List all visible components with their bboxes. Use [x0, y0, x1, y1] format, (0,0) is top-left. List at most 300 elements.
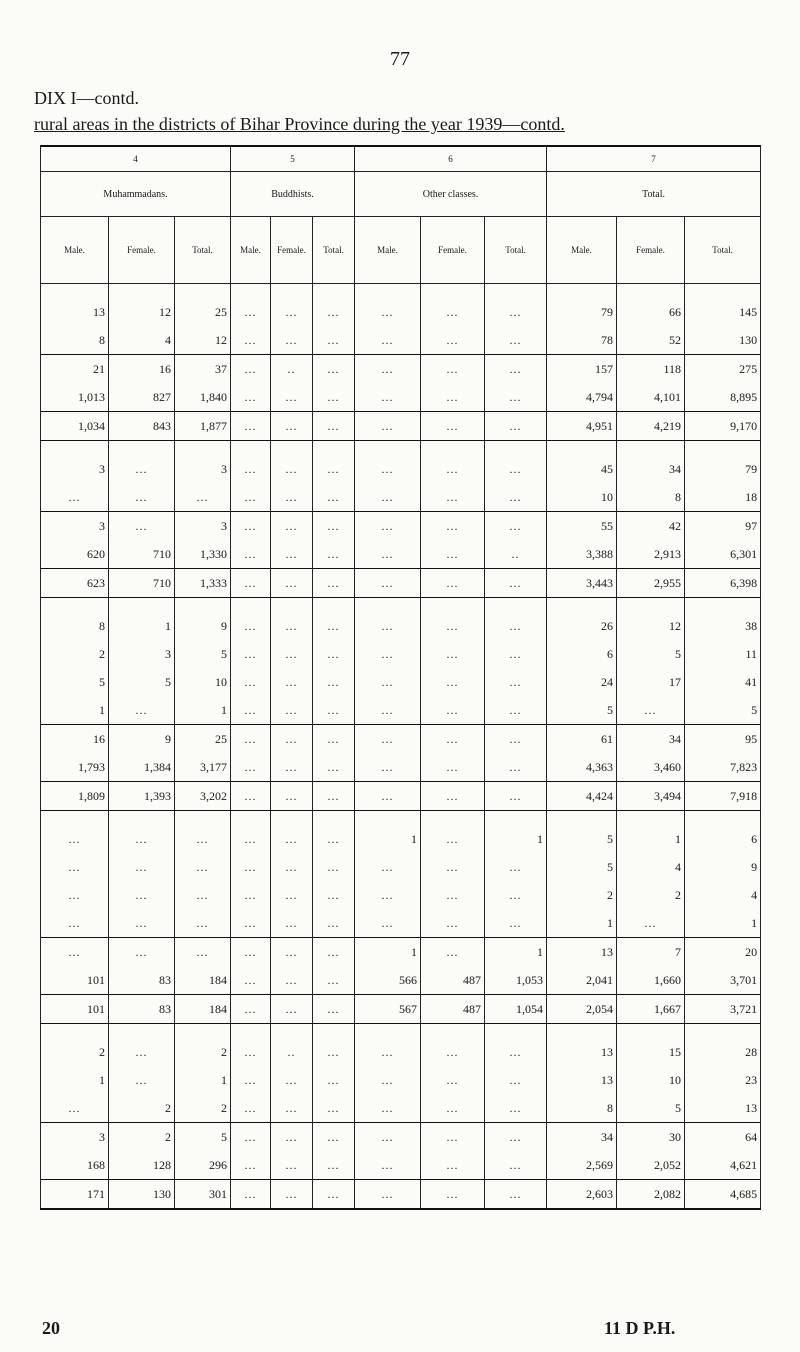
- table-cell: ...: [231, 612, 271, 640]
- table-cell: ...: [421, 569, 485, 598]
- table-cell: 296: [175, 1151, 231, 1180]
- page-number: 77: [390, 48, 410, 70]
- table-cell: ...: [271, 909, 313, 938]
- group-muhammadans: Muhammadans.: [41, 172, 231, 217]
- table-cell: ...: [355, 782, 421, 811]
- table-cell: ...: [313, 995, 355, 1024]
- table-cell: 5: [617, 640, 685, 668]
- table-cell: ...: [231, 355, 271, 384]
- table-cell: 7,918: [685, 782, 761, 811]
- table-cell: 3,202: [175, 782, 231, 811]
- table-cell: [175, 284, 231, 299]
- table-cell: ...: [231, 1180, 271, 1210]
- table-cell: ...: [421, 1151, 485, 1180]
- table-cell: 168: [41, 1151, 109, 1180]
- table-cell: ...: [41, 1094, 109, 1123]
- table-cell: 301: [175, 1180, 231, 1210]
- table-cell: 6: [547, 640, 617, 668]
- table-cell: 4: [109, 326, 175, 355]
- table-cell: ...: [421, 298, 485, 326]
- table-cell: 1,667: [617, 995, 685, 1024]
- table-cell: 2: [41, 640, 109, 668]
- table-cell: [109, 811, 175, 826]
- table-cell: ...: [617, 696, 685, 725]
- table-cell: [109, 1024, 175, 1039]
- table-cell: [685, 811, 761, 826]
- table-cell: 6,398: [685, 569, 761, 598]
- table-cell: ...: [485, 612, 547, 640]
- table-cell: ...: [271, 696, 313, 725]
- table-cell: [685, 598, 761, 613]
- table-cell: ...: [231, 1123, 271, 1152]
- table-cell: ...: [231, 668, 271, 696]
- table-cell: ...: [485, 326, 547, 355]
- table-cell: 1: [547, 909, 617, 938]
- table-cell: ...: [109, 853, 175, 881]
- table-cell: ...: [313, 1151, 355, 1180]
- table-cell: ...: [41, 909, 109, 938]
- table-cell: 6,301: [685, 540, 761, 569]
- subhead-cell: Male.: [547, 217, 617, 284]
- spacer-row: [41, 441, 761, 456]
- table-cell: [313, 441, 355, 456]
- footer-right: 11 D P.H.: [604, 1318, 676, 1338]
- table-cell: 1,877: [175, 412, 231, 441]
- table-cell: ...: [271, 995, 313, 1024]
- table-cell: ...: [313, 753, 355, 782]
- table-cell: ...: [355, 612, 421, 640]
- table-cell: ...: [485, 881, 547, 909]
- group-other-classes: Other classes.: [355, 172, 547, 217]
- group-total: Total.: [547, 172, 761, 217]
- table-cell: [231, 811, 271, 826]
- table-cell: 18: [685, 483, 761, 512]
- table-cell: ...: [231, 853, 271, 881]
- table-cell: [617, 811, 685, 826]
- table-cell: ...: [421, 696, 485, 725]
- table-cell: ...: [355, 640, 421, 668]
- subhead-cell: Female.: [271, 217, 313, 284]
- table-cell: 1: [617, 825, 685, 853]
- table-cell: ...: [485, 455, 547, 483]
- table-cell: 5: [547, 853, 617, 881]
- table-cell: ...: [421, 753, 485, 782]
- table-cell: ...: [231, 298, 271, 326]
- table-cell: ...: [271, 1151, 313, 1180]
- table-cell: 184: [175, 995, 231, 1024]
- table-cell: [617, 441, 685, 456]
- table-cell: [41, 441, 109, 456]
- table-cell: 12: [617, 612, 685, 640]
- column-number-6: 6: [355, 146, 547, 172]
- table-cell: ...: [421, 483, 485, 512]
- table-cell: 52: [617, 326, 685, 355]
- table-cell: 25: [175, 725, 231, 754]
- table-cell: ...: [41, 825, 109, 853]
- table-cell: 1,330: [175, 540, 231, 569]
- table-cell: ...: [313, 782, 355, 811]
- table-cell: 37: [175, 355, 231, 384]
- table-cell: ...: [231, 326, 271, 355]
- table-cell: ...: [313, 668, 355, 696]
- table-cell: ...: [313, 725, 355, 754]
- table-cell: ...: [271, 412, 313, 441]
- table-cell: 9: [109, 725, 175, 754]
- table-cell: 16: [41, 725, 109, 754]
- table-cell: 2,052: [617, 1151, 685, 1180]
- table-cell: [547, 598, 617, 613]
- table-cell: [547, 1024, 617, 1039]
- table-cell: ...: [41, 853, 109, 881]
- table-cell: ...: [355, 1066, 421, 1094]
- table-cell: 1,333: [175, 569, 231, 598]
- table-cell: ...: [231, 725, 271, 754]
- table-cell: 8: [41, 326, 109, 355]
- table-cell: [421, 284, 485, 299]
- table-body: [41, 284, 761, 1210]
- table-cell: 4: [685, 881, 761, 909]
- table-cell: 15: [617, 1038, 685, 1066]
- table-cell: [355, 598, 421, 613]
- table-cell: [271, 811, 313, 826]
- heading-title: [34, 114, 565, 135]
- table-cell: ...: [313, 1066, 355, 1094]
- table-cell: 3,721: [685, 995, 761, 1024]
- table-cell: ...: [313, 966, 355, 995]
- table-cell: 34: [547, 1123, 617, 1152]
- table-row: [41, 455, 761, 483]
- table-cell: ...: [485, 1094, 547, 1123]
- table-cell: ...: [421, 938, 485, 967]
- table-cell: 10: [547, 483, 617, 512]
- subhead-cell: Male.: [355, 217, 421, 284]
- table-cell: 2,603: [547, 1180, 617, 1210]
- table-cell: [231, 598, 271, 613]
- table-cell: ...: [313, 909, 355, 938]
- table-cell: ...: [271, 540, 313, 569]
- table-cell: [231, 441, 271, 456]
- table-cell: 157: [547, 355, 617, 384]
- table-row: [41, 1151, 761, 1180]
- table-row: [41, 966, 761, 995]
- table-cell: 8: [41, 612, 109, 640]
- subhead-cell: Total.: [175, 217, 231, 284]
- table-cell: [175, 811, 231, 826]
- table-cell: ...: [231, 938, 271, 967]
- table-cell: 10: [617, 1066, 685, 1094]
- table-cell: ...: [109, 1038, 175, 1066]
- table-cell: ...: [231, 696, 271, 725]
- table-cell: ...: [231, 782, 271, 811]
- table-cell: ...: [485, 753, 547, 782]
- table-cell: 275: [685, 355, 761, 384]
- table-cell: [485, 441, 547, 456]
- table-cell: ...: [231, 455, 271, 483]
- table-cell: [271, 598, 313, 613]
- table-cell: [231, 284, 271, 299]
- table-cell: 64: [685, 1123, 761, 1152]
- table-cell: ...: [231, 1038, 271, 1066]
- table-cell: 2: [547, 881, 617, 909]
- table-cell: ...: [485, 412, 547, 441]
- table-row: [41, 383, 761, 412]
- table-cell: ...: [175, 881, 231, 909]
- table-cell: [41, 1024, 109, 1039]
- table-cell: ...: [231, 753, 271, 782]
- table-cell: ...: [41, 483, 109, 512]
- table-cell: ...: [421, 725, 485, 754]
- table-cell: 171: [41, 1180, 109, 1210]
- table-cell: 4,794: [547, 383, 617, 412]
- table-cell: 3,177: [175, 753, 231, 782]
- table-cell: 4,424: [547, 782, 617, 811]
- table-cell: ...: [109, 825, 175, 853]
- table-row: [41, 725, 761, 754]
- table-cell: ...: [355, 853, 421, 881]
- table-cell: 30: [617, 1123, 685, 1152]
- table-cell: ...: [313, 696, 355, 725]
- table-cell: 2,082: [617, 1180, 685, 1210]
- table-cell: 83: [109, 966, 175, 995]
- table-row: [41, 540, 761, 569]
- table-cell: [41, 598, 109, 613]
- table-cell: ...: [421, 1038, 485, 1066]
- table-cell: [547, 811, 617, 826]
- table-cell: ...: [355, 1094, 421, 1123]
- table-cell: ...: [313, 298, 355, 326]
- table-cell: 2,054: [547, 995, 617, 1024]
- table-cell: 3: [109, 640, 175, 668]
- table-cell: [355, 441, 421, 456]
- spacer-row: [41, 1024, 761, 1039]
- table-cell: ...: [485, 725, 547, 754]
- table-cell: ...: [355, 569, 421, 598]
- table-cell: [685, 441, 761, 456]
- table-row: [41, 326, 761, 355]
- table-cell: [547, 284, 617, 299]
- table-cell: ...: [271, 853, 313, 881]
- table-cell: 7,823: [685, 753, 761, 782]
- table-cell: ...: [355, 383, 421, 412]
- table-cell: ...: [271, 881, 313, 909]
- table-cell: ...: [41, 938, 109, 967]
- table-cell: ...: [355, 455, 421, 483]
- table-cell: ...: [231, 483, 271, 512]
- table-cell: 9: [175, 612, 231, 640]
- table-cell: 55: [547, 512, 617, 541]
- table-cell: [685, 284, 761, 299]
- table-cell: ...: [485, 383, 547, 412]
- table-cell: 3,460: [617, 753, 685, 782]
- table-cell: [617, 1024, 685, 1039]
- table-cell: ...: [231, 640, 271, 668]
- table-cell: ...: [271, 1123, 313, 1152]
- table-cell: 3: [175, 455, 231, 483]
- table-cell: 95: [685, 725, 761, 754]
- subhead-cell: Male.: [231, 217, 271, 284]
- table-cell: 34: [617, 725, 685, 754]
- table-row: [41, 853, 761, 881]
- table-cell: 1: [175, 696, 231, 725]
- table-cell: ...: [485, 782, 547, 811]
- table-cell: ...: [271, 725, 313, 754]
- table-cell: ...: [109, 483, 175, 512]
- table-cell: ...: [271, 383, 313, 412]
- table-cell: 3,388: [547, 540, 617, 569]
- table-cell: ...: [421, 540, 485, 569]
- table-cell: ..: [485, 540, 547, 569]
- table-cell: 2: [617, 881, 685, 909]
- table-cell: ...: [485, 1066, 547, 1094]
- table-cell: ...: [231, 383, 271, 412]
- heading-appendix: DIX I—contd.: [34, 88, 139, 108]
- table-cell: 17: [617, 668, 685, 696]
- table-cell: 827: [109, 383, 175, 412]
- table-cell: 2: [175, 1094, 231, 1123]
- table-cell: ...: [485, 640, 547, 668]
- table-cell: ...: [175, 909, 231, 938]
- table-cell: ...: [313, 881, 355, 909]
- table-cell: ...: [175, 853, 231, 881]
- table-cell: 567: [355, 995, 421, 1024]
- table-cell: 9,170: [685, 412, 761, 441]
- table-cell: 21: [41, 355, 109, 384]
- table-cell: [355, 1024, 421, 1039]
- table-row: [41, 1038, 761, 1066]
- table-cell: 4: [617, 853, 685, 881]
- table-cell: ...: [421, 881, 485, 909]
- table-cell: ...: [313, 355, 355, 384]
- group-buddhists: Buddhists.: [231, 172, 355, 217]
- table-cell: ...: [313, 938, 355, 967]
- table-cell: 8,895: [685, 383, 761, 412]
- table-cell: ...: [421, 1066, 485, 1094]
- table-cell: 101: [41, 995, 109, 1024]
- table-cell: 13: [41, 298, 109, 326]
- table-cell: ...: [231, 909, 271, 938]
- table-cell: 23: [685, 1066, 761, 1094]
- table-cell: 11: [685, 640, 761, 668]
- subhead-row: [41, 217, 761, 284]
- table-cell: ...: [313, 1180, 355, 1210]
- table-cell: 2,569: [547, 1151, 617, 1180]
- table-cell: [175, 1024, 231, 1039]
- table-row: [41, 909, 761, 938]
- table-cell: [313, 811, 355, 826]
- table-cell: ...: [231, 569, 271, 598]
- table-cell: ...: [355, 1038, 421, 1066]
- table-cell: ...: [421, 640, 485, 668]
- table-cell: 2: [175, 1038, 231, 1066]
- table-cell: 66: [617, 298, 685, 326]
- table-cell: 83: [109, 995, 175, 1024]
- table-cell: 3,443: [547, 569, 617, 598]
- table-cell: 1: [109, 612, 175, 640]
- column-number-4: 4: [41, 146, 231, 172]
- table-row: [41, 938, 761, 967]
- table-cell: ...: [109, 909, 175, 938]
- table-cell: ...: [231, 1151, 271, 1180]
- table-cell: 130: [685, 326, 761, 355]
- table-cell: 26: [547, 612, 617, 640]
- table-cell: 128: [109, 1151, 175, 1180]
- table-cell: 184: [175, 966, 231, 995]
- table-row: [41, 668, 761, 696]
- table-cell: 1: [41, 1066, 109, 1094]
- table-cell: ...: [271, 326, 313, 355]
- table-cell: 2,955: [617, 569, 685, 598]
- table-cell: ...: [175, 938, 231, 967]
- subhead-cell: Total.: [313, 217, 355, 284]
- table-cell: ...: [421, 1123, 485, 1152]
- table-cell: 1: [685, 909, 761, 938]
- table-cell: ...: [231, 540, 271, 569]
- table-cell: ...: [485, 1180, 547, 1210]
- table-cell: ...: [313, 412, 355, 441]
- table-cell: ...: [355, 725, 421, 754]
- table-cell: [271, 284, 313, 299]
- table-cell: 13: [685, 1094, 761, 1123]
- table-cell: ...: [271, 512, 313, 541]
- subhead-cell: Female.: [109, 217, 175, 284]
- total-row: [41, 782, 761, 811]
- column-number-7: 7: [547, 146, 761, 172]
- table-cell: ...: [485, 909, 547, 938]
- table-cell: [421, 1024, 485, 1039]
- table-cell: [41, 284, 109, 299]
- table-cell: 3: [41, 455, 109, 483]
- subhead-cell: Male.: [41, 217, 109, 284]
- table-cell: 118: [617, 355, 685, 384]
- table-cell: 97: [685, 512, 761, 541]
- table-cell: ...: [41, 881, 109, 909]
- table-cell: ...: [355, 512, 421, 541]
- table-cell: ...: [355, 326, 421, 355]
- table-cell: [617, 598, 685, 613]
- table-cell: 61: [547, 725, 617, 754]
- table-cell: ...: [313, 326, 355, 355]
- table-cell: ...: [271, 298, 313, 326]
- table-cell: ...: [231, 995, 271, 1024]
- table-cell: ...: [313, 569, 355, 598]
- table-cell: [231, 1024, 271, 1039]
- table-cell: ...: [271, 483, 313, 512]
- table-cell: 5: [175, 640, 231, 668]
- table-cell: [313, 598, 355, 613]
- table-cell: ...: [355, 483, 421, 512]
- table-cell: ...: [421, 383, 485, 412]
- table-row: [41, 825, 761, 853]
- table-cell: ...: [313, 1094, 355, 1123]
- table-cell: ...: [355, 881, 421, 909]
- total-row: [41, 569, 761, 598]
- table-row: [41, 640, 761, 668]
- table-cell: ..: [271, 1038, 313, 1066]
- table-cell: 79: [685, 455, 761, 483]
- table-cell: ...: [109, 512, 175, 541]
- spacer-row: [41, 598, 761, 613]
- table-cell: 710: [109, 540, 175, 569]
- table-cell: ...: [109, 938, 175, 967]
- table-cell: 1,053: [485, 966, 547, 995]
- table-cell: ...: [313, 612, 355, 640]
- table-cell: ...: [313, 483, 355, 512]
- table-cell: ...: [313, 640, 355, 668]
- table-cell: [421, 598, 485, 613]
- table-cell: ...: [485, 483, 547, 512]
- table-cell: 1: [41, 696, 109, 725]
- table-cell: 2,041: [547, 966, 617, 995]
